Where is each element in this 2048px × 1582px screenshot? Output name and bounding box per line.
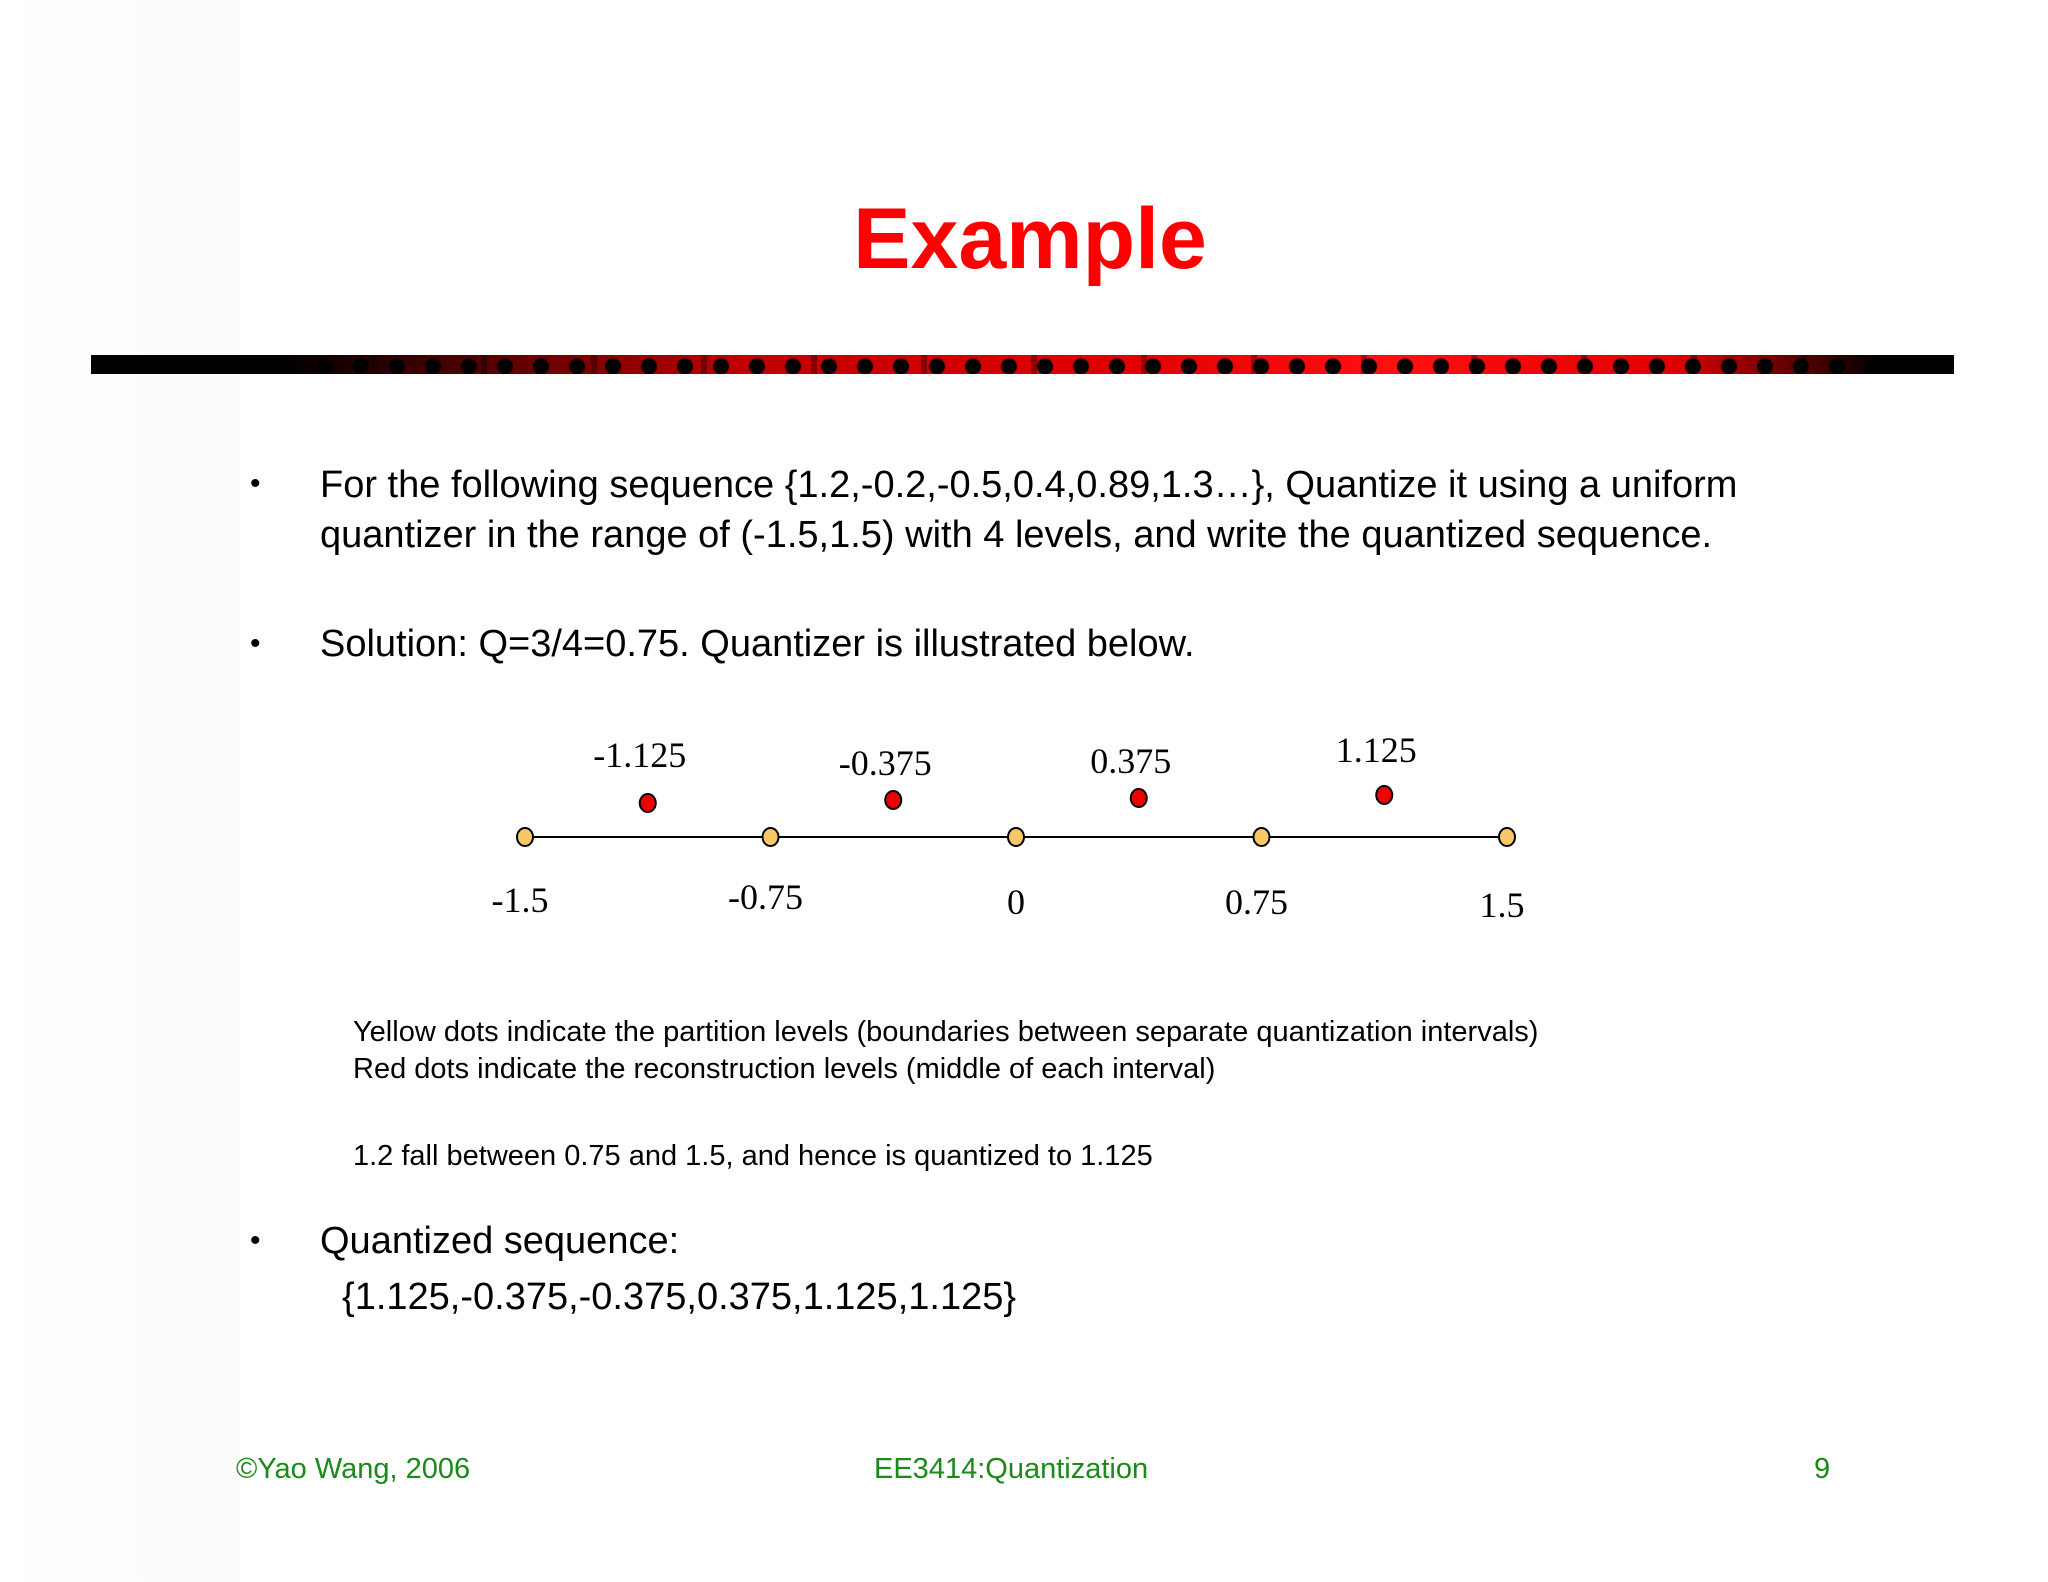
- quantized-sequence: {1.125,-0.375,-0.375,0.375,1.125,1.125}: [342, 1276, 1017, 1318]
- footer-page-number: 9: [1814, 1453, 1831, 1485]
- bullet-symbol: •: [250, 1224, 261, 1257]
- partition-dot: [1499, 828, 1515, 846]
- partition-label: 0: [1007, 882, 1025, 922]
- reconstruction-label: 0.375: [1090, 741, 1172, 781]
- footer-copyright: ©Yao Wang, 2006: [236, 1453, 471, 1485]
- partition-label: -1.5: [491, 880, 549, 920]
- partition-label: 0.75: [1225, 882, 1288, 922]
- partition-dot: [1008, 828, 1024, 846]
- bullet-solution: Solution: Q=3/4=0.75. Quantizer is illustrated below.: [320, 623, 1195, 665]
- reconstruction-label: -1.125: [593, 735, 687, 775]
- reconstruction-dot: [1376, 786, 1392, 804]
- reconstruction-dot: [885, 791, 901, 809]
- note-red-dots: Red dots indicate the reconstruction levels (middle of each interval): [353, 1053, 1216, 1085]
- reconstruction-label: 1.125: [1335, 730, 1417, 770]
- reconstruction-dot: [640, 794, 656, 812]
- bullet-symbol: •: [250, 467, 261, 500]
- note-example: 1.2 fall between 0.75 and 1.5, and hence is quantized to 1.125: [353, 1140, 1153, 1172]
- reconstruction-label: -0.375: [838, 743, 932, 783]
- partition-dot: [1254, 828, 1270, 846]
- partition-label: -0.75: [728, 877, 803, 917]
- bullet-quantized: Quantized sequence:: [320, 1220, 680, 1262]
- partition-label: 1.5: [1479, 885, 1525, 925]
- footer-course: EE3414:Quantization: [874, 1453, 1149, 1485]
- partition-dot: [763, 828, 779, 846]
- reconstruction-dot: [1131, 789, 1147, 807]
- slide-title: Example: [853, 191, 1207, 287]
- note-yellow-dots: Yellow dots indicate the partition levels (boundaries between separate quantization intervals): [353, 1016, 1539, 1048]
- bullet-problem: For the following sequence {1.2,-0.2,-0.5,0.4,0.89,1.3…}, Quantize it using a uniform quantizer in the range of (-1.5,1.5) with 4 levels, and write the quantized sequence.: [320, 464, 1738, 556]
- partition-dot: [517, 828, 533, 846]
- bullet-symbol: •: [250, 627, 261, 660]
